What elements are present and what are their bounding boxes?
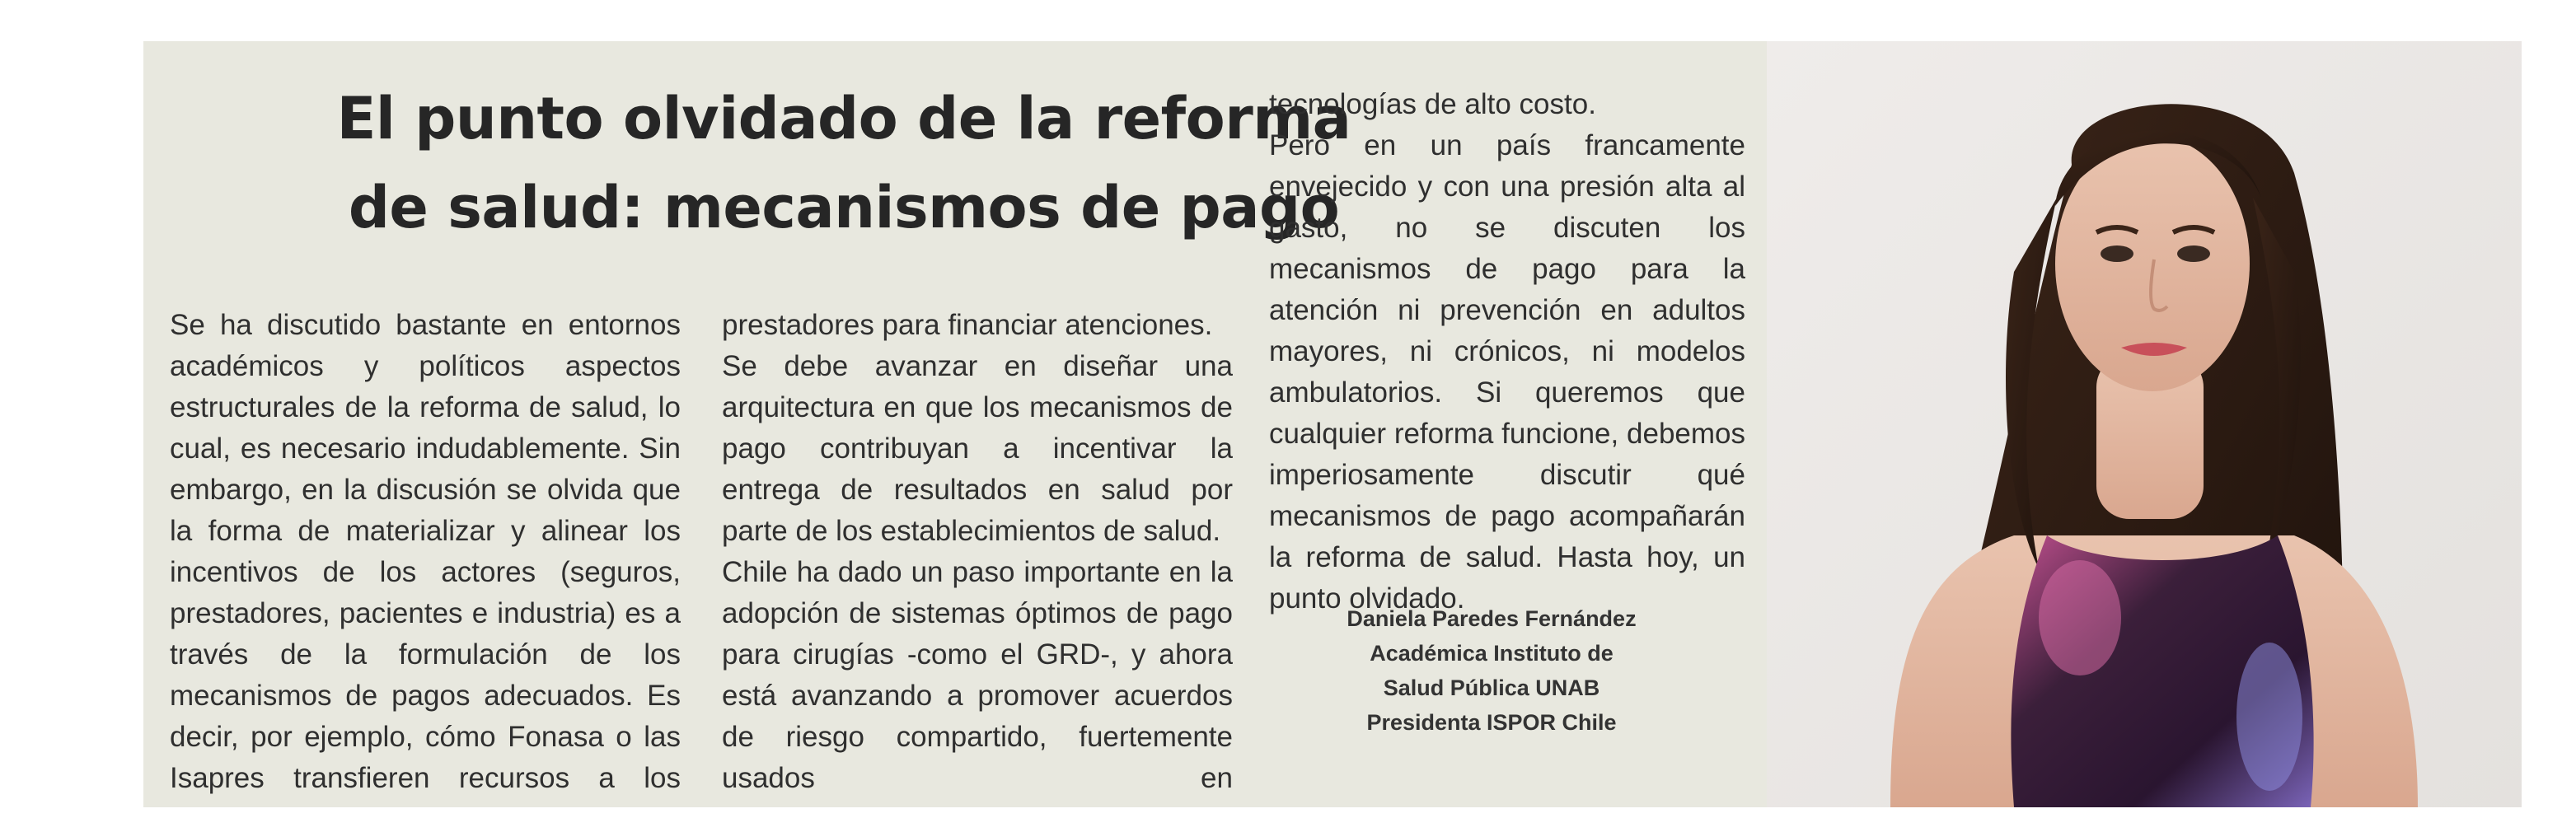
author-name: Daniela Paredes Fernández	[1347, 606, 1637, 631]
author-role-1: Académica Instituto de	[1370, 641, 1614, 666]
column-2-paragraph-2: Se debe avanzar en diseñar una arquitectura en que los mecanismos de pago contribuyan a incentivar la entrega de resultados en salud por parte de los establecimientos de salud.	[722, 350, 1233, 547]
headline-line-2: de salud: mecanismos de pago	[348, 174, 1340, 241]
column-3-paragraph-1: tecnologías de alto costo.	[1269, 88, 1596, 120]
article-column-1	[170, 305, 681, 799]
article-column-3	[1269, 84, 1745, 619]
author-portrait-illustration	[1767, 41, 2522, 807]
headline-line-1: El punto olvidado de la reforma	[336, 85, 1351, 152]
column-2-paragraph-3: Chile ha dado un paso importante en la adopción de sistemas óptimos de pago para cirugías -como el GRD-, y ahora está avanzando a promover acuerdos de riesgo compartido, fuertemente usados en	[722, 556, 1233, 794]
article-column-2	[722, 305, 1233, 799]
column-3-paragraph-2: Pero en un país francamente envejecido y con una presión alta al gasto, no se discuten los mecanismos de pago para la atención ni prevención en adultos mayores, ni crónicos, ni modelos ambulatorios. Si queremos que cualquier reforma funcione, debemos imperiosamente discutir qué mecanismos de pago acompañarán la reforma de salud. Hasta hoy, un punto olvidado.	[1269, 129, 1745, 615]
author-role-3: Presidenta ISPOR Chile	[1366, 710, 1617, 735]
article-panel	[143, 41, 2522, 807]
author-photo	[1767, 41, 2522, 807]
author-signature	[1269, 601, 1714, 740]
column-1-paragraph: Se ha discutido bastante en entornos académicos y políticos aspectos estructurales de la reforma de salud, lo cual, es necesario indudablemente. Sin embargo, en la discusión se olvida que la forma de materializar y alinear los incentivos de los actores (seguros, prestadores, pacientes e industria) es a través de la formulación de los mecanismos de pagos adecuados. Es decir, por ejemplo, cómo Fonasa o las Isapres transfieren recursos a los	[170, 309, 681, 794]
author-role-2: Salud Pública UNAB	[1383, 675, 1600, 700]
column-2-paragraph-1: prestadores para financiar atenciones.	[722, 309, 1213, 341]
